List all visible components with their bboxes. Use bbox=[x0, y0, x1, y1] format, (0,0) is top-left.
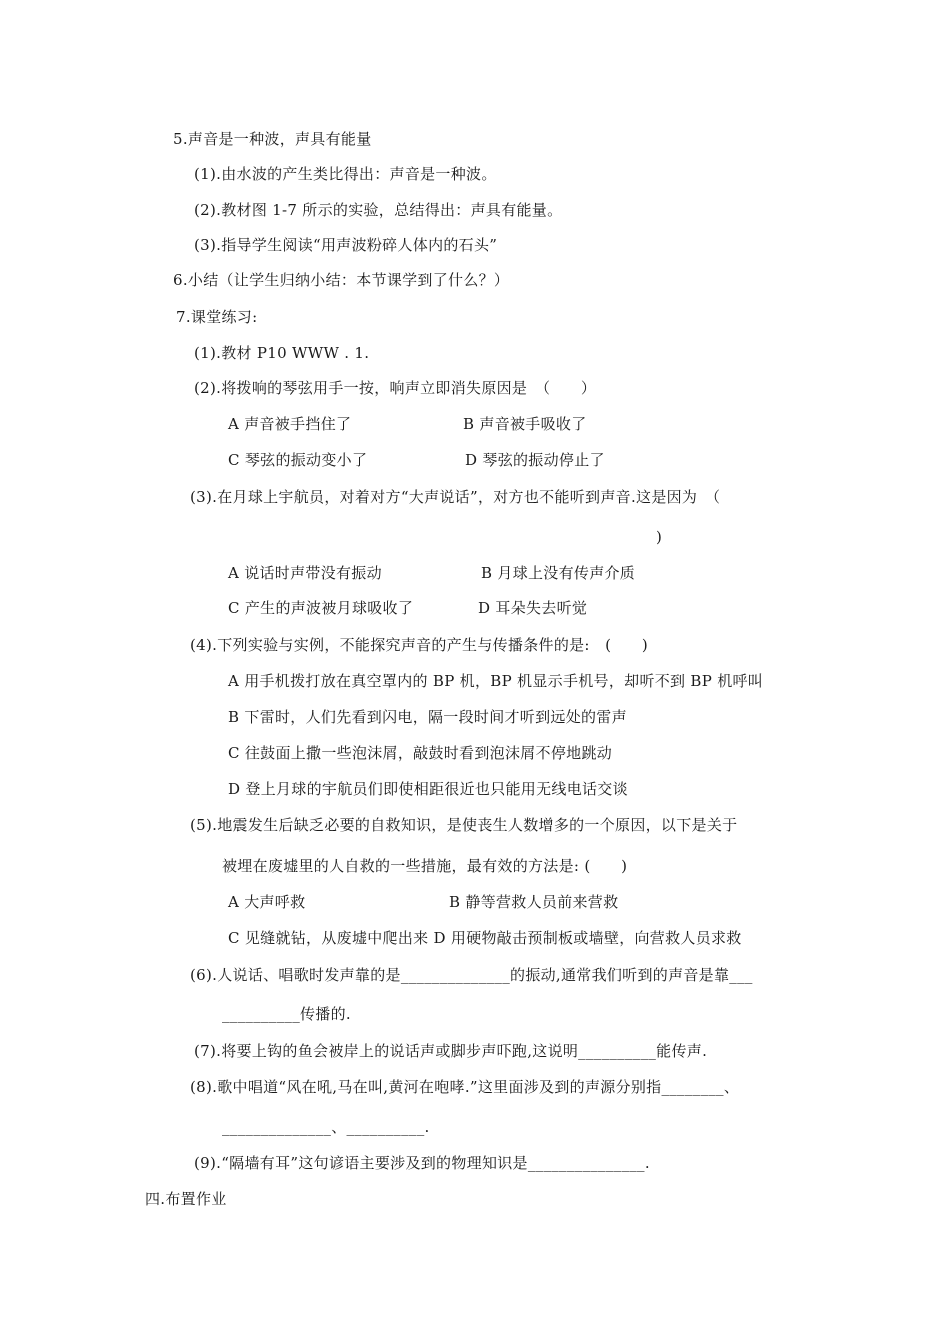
exercise-2-option-c: C 琴弦的振动变小了 bbox=[228, 451, 368, 469]
exercise-4-option-b: B 下雷时，人们先看到闪电，隔一段时间才听到远处的雷声 bbox=[228, 708, 627, 726]
exercise-4-option-a: A 用手机拨打放在真空罩内的 BP 机，BP 机显示手机号，却听不到 BP 机呼叫 bbox=[228, 672, 764, 690]
exercise-9-question: (9).“隔墙有耳”这句谚语主要涉及到的物理知识是_______________. bbox=[194, 1154, 650, 1172]
exercise-2-option-a: A 声音被手挡住了 bbox=[228, 415, 352, 433]
exercise-2-option-d: D 琴弦的振动停止了 bbox=[465, 451, 605, 469]
item-5-2: (2).教材图 1-7 所示的实验，总结得出：声具有能量。 bbox=[194, 201, 563, 219]
exercise-3-option-b: B 月球上没有传声介质 bbox=[481, 564, 636, 582]
exercise-1: (1).教材 P10 WWW . 1. bbox=[194, 344, 370, 362]
exercise-6-question-cont: __________传播的. bbox=[222, 1005, 351, 1023]
exercise-5-question-cont: 被埋在废墟里的人自救的一些措施，最有效的方法是: ( ) bbox=[222, 857, 628, 875]
exercise-3-paren-close: ) bbox=[656, 528, 663, 546]
exercise-5-question: (5).地震发生后缺乏必要的自救知识，是使丧生人数增多的一个原因，以下是关于 bbox=[190, 816, 738, 834]
item-5-1: (1).由水波的产生类比得出：声音是一种波。 bbox=[194, 165, 497, 183]
exercise-5-option-cd: C 见缝就钻，从废墟中爬出来 D 用硬物敲击预制板或墙壁，向营救人员求救 bbox=[228, 929, 742, 947]
exercise-3-question: (3).在月球上宇航员，对着对方“大声说话”，对方也不能听到声音.这是因为 （ bbox=[190, 488, 721, 506]
exercise-5-option-b: B 静等营救人员前来营救 bbox=[449, 893, 619, 911]
section-4-heading: 四.布置作业 bbox=[145, 1190, 227, 1208]
exercise-4-option-c: C 往鼓面上撒一些泡沫屑，敲鼓时看到泡沫屑不停地跳动 bbox=[228, 744, 613, 762]
exercise-3-option-c: C 产生的声波被月球吸收了 bbox=[228, 599, 414, 617]
item-5-3: (3).指导学生阅读“用声波粉碎人体内的石头” bbox=[194, 236, 498, 254]
exercise-8-question-cont: ______________、__________. bbox=[222, 1118, 430, 1136]
exercise-2-option-b: B 声音被手吸收了 bbox=[463, 415, 587, 433]
section-6-heading: 6.小结（让学生归纳小结：本节课学到了什么？） bbox=[173, 271, 510, 289]
exercise-3-option-d: D 耳朵失去听觉 bbox=[478, 599, 588, 617]
exercise-8-question: (8).歌中唱道“风在吼,马在叫,黄河在咆哮.”这里面涉及到的声源分别指________、 bbox=[190, 1078, 740, 1096]
exercise-6-question: (6).人说话、唱歌时发声靠的是______________的振动,通常我们听到的声音是靠___ bbox=[190, 966, 753, 984]
section-7-heading: 7.课堂练习: bbox=[176, 308, 258, 326]
exercise-5-option-a: A 大声呼救 bbox=[228, 893, 306, 911]
exercise-2-question: (2).将拨响的琴弦用手一按，响声立即消失原因是 （ ） bbox=[194, 379, 597, 397]
exercise-4-option-d: D 登上月球的宇航员们即使相距很近也只能用无线电话交谈 bbox=[228, 780, 628, 798]
section-5-heading: 5.声音是一种波，声具有能量 bbox=[173, 130, 372, 148]
exercise-7-question: (7).将要上钩的鱼会被岸上的说话声或脚步声吓跑,这说明__________能传声. bbox=[194, 1042, 708, 1060]
exercise-4-question: (4).下列实验与实例，不能探究声音的产生与传播条件的是: ( ) bbox=[190, 636, 648, 654]
exercise-3-option-a: A 说话时声带没有振动 bbox=[228, 564, 382, 582]
